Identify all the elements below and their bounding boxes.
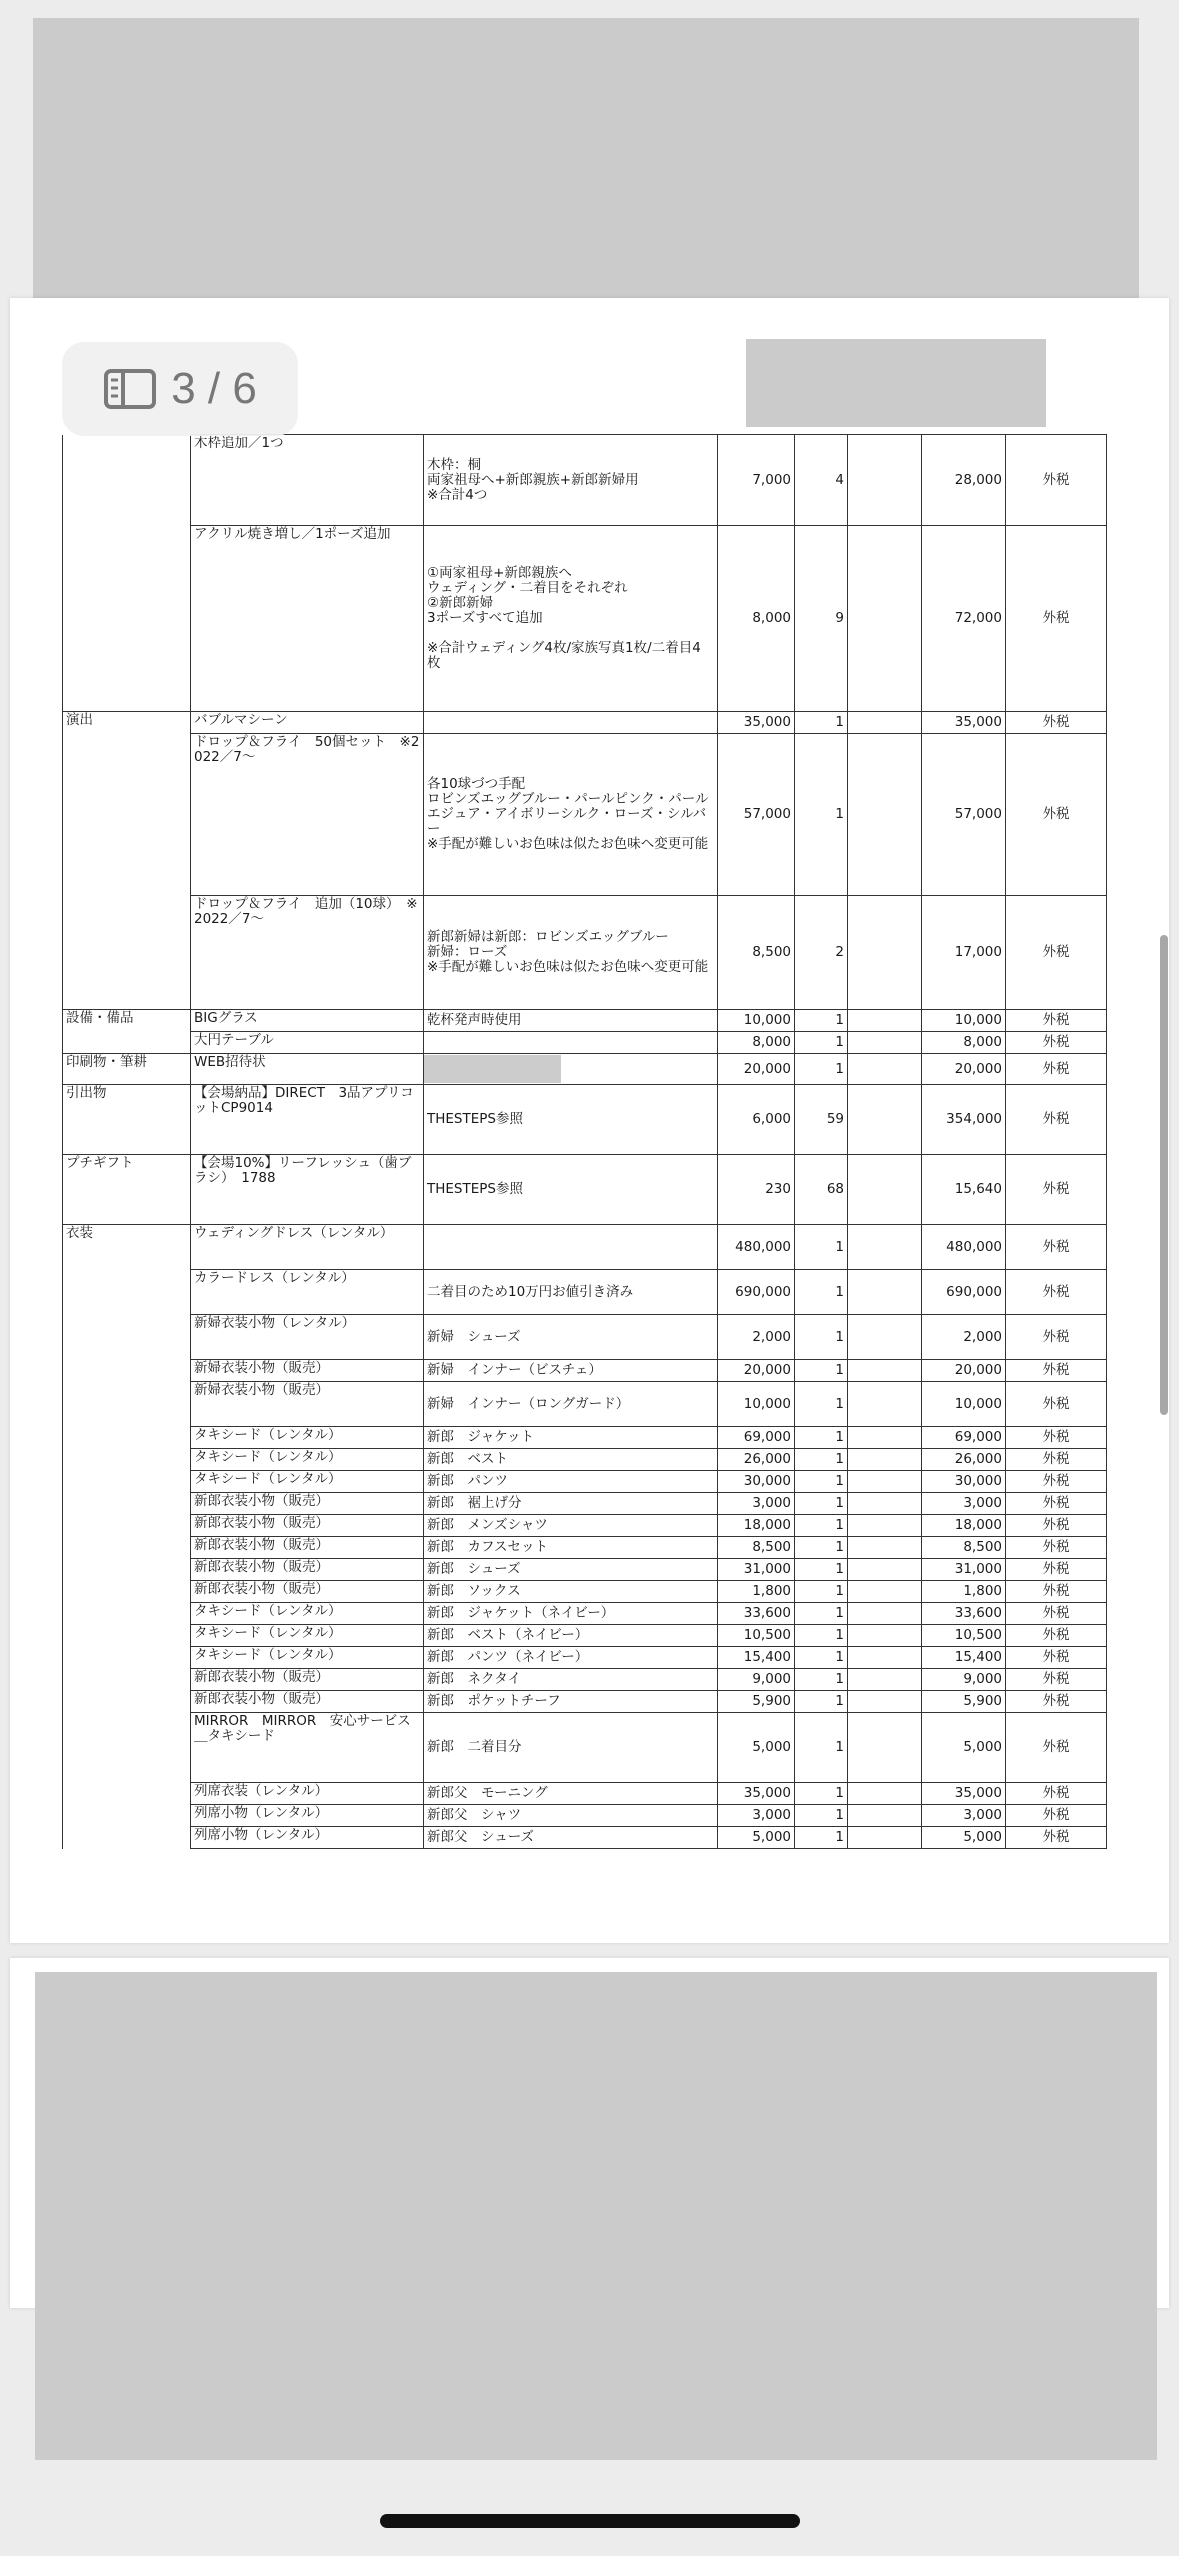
table-row [63, 1032, 1107, 1054]
quantity-cell: 1 [795, 1559, 848, 1581]
unit-price-cell: 5,000 [718, 1713, 795, 1783]
blank-cell [848, 734, 922, 896]
tax-type-cell: 外税 [1006, 1805, 1107, 1827]
item-name-cell: 列席小物（レンタル） [191, 1827, 424, 1849]
description-cell: 新郎 ポケットチーフ [424, 1691, 718, 1713]
tax-type-cell: 外税 [1006, 1360, 1107, 1382]
tax-type-cell: 外税 [1006, 526, 1107, 712]
quantity-cell: 1 [795, 734, 848, 896]
amount-cell: 17,000 [922, 896, 1006, 1010]
table-row [63, 1713, 1107, 1783]
blank-cell [848, 1493, 922, 1515]
table-row [63, 1603, 1107, 1625]
unit-price-cell: 10,000 [718, 1382, 795, 1427]
category-cell: 設備・備品 [63, 1010, 191, 1032]
table-row [63, 1559, 1107, 1581]
quantity-cell: 1 [795, 1537, 848, 1559]
amount-cell: 3,000 [922, 1805, 1006, 1827]
tax-type-cell: 外税 [1006, 896, 1107, 1010]
unit-price-cell: 10,000 [718, 1010, 795, 1032]
category-cell [63, 1713, 191, 1783]
blank-cell [848, 1559, 922, 1581]
blank-cell [848, 435, 922, 526]
blank-cell [848, 1515, 922, 1537]
table-row [63, 734, 1107, 896]
description-cell [424, 1225, 718, 1270]
redacted-region-bottom [35, 1972, 1157, 2460]
blank-cell [848, 1155, 922, 1225]
page-indicator-label: 3 / 6 [171, 364, 257, 413]
description-cell: 新郎 ジャケット [424, 1427, 718, 1449]
description-cell: 新郎 裾上げ分 [424, 1493, 718, 1515]
description-cell: 新婦 シューズ [424, 1315, 718, 1360]
table-row [63, 1225, 1107, 1270]
description-cell: 新郎父 シャツ [424, 1805, 718, 1827]
tax-type-cell: 外税 [1006, 1691, 1107, 1713]
amount-cell: 26,000 [922, 1449, 1006, 1471]
category-cell [63, 1537, 191, 1559]
category-cell [63, 1270, 191, 1315]
amount-cell: 31,000 [922, 1559, 1006, 1581]
scrollbar[interactable] [1160, 935, 1168, 1415]
item-name-cell: 木枠追加／1つ [191, 435, 424, 526]
amount-cell: 10,500 [922, 1625, 1006, 1647]
unit-price-cell: 15,400 [718, 1647, 795, 1669]
quantity-cell: 1 [795, 1449, 848, 1471]
amount-cell: 5,000 [922, 1713, 1006, 1783]
unit-price-cell: 1,800 [718, 1581, 795, 1603]
amount-cell: 9,000 [922, 1669, 1006, 1691]
unit-price-cell: 480,000 [718, 1225, 795, 1270]
tax-type-cell: 外税 [1006, 1647, 1107, 1669]
tax-type-cell: 外税 [1006, 1270, 1107, 1315]
blank-cell [848, 1647, 922, 1669]
table-row [63, 896, 1107, 1010]
quantity-cell: 1 [795, 1225, 848, 1270]
sidebar-toggle-icon [103, 368, 157, 410]
blank-cell [848, 1427, 922, 1449]
category-cell [63, 1315, 191, 1360]
amount-cell: 480,000 [922, 1225, 1006, 1270]
description-cell: 新郎 カフスセット [424, 1537, 718, 1559]
amount-cell: 69,000 [922, 1427, 1006, 1449]
quantity-cell: 1 [795, 1713, 848, 1783]
blank-cell [848, 1449, 922, 1471]
unit-price-cell: 20,000 [718, 1360, 795, 1382]
tax-type-cell: 外税 [1006, 1085, 1107, 1155]
tax-type-cell: 外税 [1006, 1449, 1107, 1471]
unit-price-cell: 69,000 [718, 1427, 795, 1449]
quantity-cell: 1 [795, 1783, 848, 1805]
item-name-cell: BIGグラス [191, 1010, 424, 1032]
blank-cell [848, 1603, 922, 1625]
unit-price-cell: 33,600 [718, 1603, 795, 1625]
amount-cell: 10,000 [922, 1382, 1006, 1427]
quantity-cell: 1 [795, 1493, 848, 1515]
unit-price-cell: 31,000 [718, 1559, 795, 1581]
quantity-cell: 68 [795, 1155, 848, 1225]
description-cell: 木枠：桐 両家祖母へ+新郎親族+新郎新婦用 ※合計4つ [424, 435, 718, 526]
amount-cell: 2,000 [922, 1315, 1006, 1360]
description-cell [424, 1054, 718, 1085]
blank-cell [848, 1054, 922, 1085]
unit-price-cell: 8,000 [718, 526, 795, 712]
table-row [63, 1581, 1107, 1603]
quantity-cell: 1 [795, 1827, 848, 1849]
home-indicator[interactable] [380, 2514, 800, 2528]
description-cell: 新婦 インナー（ロングガード） [424, 1382, 718, 1427]
amount-cell: 354,000 [922, 1085, 1006, 1155]
description-cell: THESTEPS参照 [424, 1085, 718, 1155]
description-cell: 新郎父 モーニング [424, 1783, 718, 1805]
tax-type-cell: 外税 [1006, 734, 1107, 896]
description-cell: THESTEPS参照 [424, 1155, 718, 1225]
category-cell [63, 1603, 191, 1625]
item-name-cell: 大円テーブル [191, 1032, 424, 1054]
unit-price-cell: 57,000 [718, 734, 795, 896]
amount-cell: 18,000 [922, 1515, 1006, 1537]
tax-type-cell: 外税 [1006, 1315, 1107, 1360]
category-cell [63, 896, 191, 1010]
category-cell [63, 1691, 191, 1713]
blank-cell [848, 1471, 922, 1493]
quantity-cell: 1 [795, 1581, 848, 1603]
item-name-cell: タキシード（レンタル） [191, 1471, 424, 1493]
tax-type-cell: 外税 [1006, 1603, 1107, 1625]
description-cell: 新郎新婦は新郎：ロビンズエッグブルー 新婦：ローズ ※手配が難しいお色味は似たお色味へ変更可能 [424, 896, 718, 1010]
blank-cell [848, 1805, 922, 1827]
item-name-cell: タキシード（レンタル） [191, 1427, 424, 1449]
estimate-sheet [62, 434, 1106, 1864]
amount-cell: 57,000 [922, 734, 1006, 896]
unit-price-cell: 8,000 [718, 1032, 795, 1054]
item-name-cell: 新婦衣装小物（販売） [191, 1360, 424, 1382]
table-row [63, 1427, 1107, 1449]
amount-cell: 35,000 [922, 1783, 1006, 1805]
table-row [63, 1315, 1107, 1360]
item-name-cell: バブルマシーン [191, 712, 424, 734]
table-row [63, 1010, 1107, 1032]
amount-cell: 30,000 [922, 1471, 1006, 1493]
category-cell [63, 1805, 191, 1827]
amount-cell: 15,400 [922, 1647, 1006, 1669]
category-cell [63, 1471, 191, 1493]
item-name-cell: 新郎衣装小物（販売） [191, 1669, 424, 1691]
tax-type-cell: 外税 [1006, 1155, 1107, 1225]
item-name-cell: タキシード（レンタル） [191, 1625, 424, 1647]
table-row [63, 1085, 1107, 1155]
blank-cell [848, 1225, 922, 1270]
category-cell [63, 1449, 191, 1471]
category-cell: 衣装 [63, 1225, 191, 1270]
description-cell: 新郎 シューズ [424, 1559, 718, 1581]
description-cell: 新郎 パンツ [424, 1471, 718, 1493]
tax-type-cell: 外税 [1006, 1010, 1107, 1032]
tax-type-cell: 外税 [1006, 1471, 1107, 1493]
unit-price-cell: 18,000 [718, 1515, 795, 1537]
description-cell: 新婦 インナー（ビスチェ） [424, 1360, 718, 1382]
item-name-cell: アクリル焼き増し／1ポーズ追加 [191, 526, 424, 712]
unit-price-cell: 9,000 [718, 1669, 795, 1691]
item-name-cell: WEB招待状 [191, 1054, 424, 1085]
blank-cell [848, 1315, 922, 1360]
category-cell: 印刷物・筆耕 [63, 1054, 191, 1085]
item-name-cell: 【会場10%】リーフレッシュ（歯ブラシ） 1788 [191, 1155, 424, 1225]
description-cell: 新郎 ソックス [424, 1581, 718, 1603]
description-cell: 新郎 ネクタイ [424, 1669, 718, 1691]
blank-cell [848, 1669, 922, 1691]
amount-cell: 72,000 [922, 526, 1006, 712]
category-cell: 演出 [63, 712, 191, 734]
blank-cell [848, 1537, 922, 1559]
item-name-cell: ドロップ＆フライ 追加（10球） ※2022／7〜 [191, 896, 424, 1010]
unit-price-cell: 3,000 [718, 1805, 795, 1827]
blank-cell [848, 1783, 922, 1805]
quantity-cell: 2 [795, 896, 848, 1010]
category-cell [63, 1783, 191, 1805]
blank-cell [848, 1010, 922, 1032]
table-row [63, 1054, 1107, 1085]
blank-cell [848, 1032, 922, 1054]
table-row [63, 1783, 1107, 1805]
redacted-region-top [33, 18, 1139, 308]
blank-cell [848, 1713, 922, 1783]
quantity-cell: 1 [795, 1471, 848, 1493]
unit-price-cell: 30,000 [718, 1471, 795, 1493]
blank-cell [848, 1581, 922, 1603]
description-cell [424, 712, 718, 734]
category-cell [63, 526, 191, 712]
item-name-cell: 新郎衣装小物（販売） [191, 1515, 424, 1537]
blank-cell [848, 712, 922, 734]
quantity-cell: 1 [795, 1315, 848, 1360]
unit-price-cell: 2,000 [718, 1315, 795, 1360]
description-cell: 新郎 二着目分 [424, 1713, 718, 1783]
table-row [63, 712, 1107, 734]
unit-price-cell: 6,000 [718, 1085, 795, 1155]
description-cell: 新郎 ベスト [424, 1449, 718, 1471]
amount-cell: 15,640 [922, 1155, 1006, 1225]
quantity-cell: 59 [795, 1085, 848, 1155]
quantity-cell: 1 [795, 1515, 848, 1537]
category-cell [63, 1559, 191, 1581]
page-indicator[interactable] [62, 342, 298, 436]
item-name-cell: 新婦衣装小物（販売） [191, 1382, 424, 1427]
category-cell [63, 1581, 191, 1603]
unit-price-cell: 5,900 [718, 1691, 795, 1713]
item-name-cell: 新郎衣装小物（販売） [191, 1493, 424, 1515]
category-cell [63, 1382, 191, 1427]
quantity-cell: 9 [795, 526, 848, 712]
category-cell [63, 1427, 191, 1449]
table-row [63, 435, 1107, 526]
table-row [63, 1471, 1107, 1493]
tax-type-cell: 外税 [1006, 1427, 1107, 1449]
quantity-cell: 1 [795, 1691, 848, 1713]
description-cell: 新郎 ジャケット（ネイビー） [424, 1603, 718, 1625]
table-row [63, 1515, 1107, 1537]
table-row [63, 1827, 1107, 1849]
unit-price-cell: 5,000 [718, 1827, 795, 1849]
table-row [63, 1691, 1107, 1713]
item-name-cell: 新婦衣装小物（レンタル） [191, 1315, 424, 1360]
blank-cell [848, 1827, 922, 1849]
description-cell: 新郎 パンツ（ネイビー） [424, 1647, 718, 1669]
tax-type-cell: 外税 [1006, 1537, 1107, 1559]
category-cell: プチギフト [63, 1155, 191, 1225]
tax-type-cell: 外税 [1006, 1581, 1107, 1603]
unit-price-cell: 26,000 [718, 1449, 795, 1471]
quantity-cell: 1 [795, 712, 848, 734]
category-cell [63, 435, 191, 526]
quantity-cell: 1 [795, 1360, 848, 1382]
unit-price-cell: 230 [718, 1155, 795, 1225]
item-name-cell: 列席衣装（レンタル） [191, 1783, 424, 1805]
category-cell [63, 1032, 191, 1054]
amount-cell: 5,000 [922, 1827, 1006, 1849]
amount-cell: 3,000 [922, 1493, 1006, 1515]
table-row [63, 1647, 1107, 1669]
quantity-cell: 4 [795, 435, 848, 526]
tax-type-cell: 外税 [1006, 1515, 1107, 1537]
quantity-cell: 1 [795, 1647, 848, 1669]
category-cell [63, 1360, 191, 1382]
tax-type-cell: 外税 [1006, 1032, 1107, 1054]
item-name-cell: カラードレス（レンタル） [191, 1270, 424, 1315]
category-cell [63, 1827, 191, 1849]
amount-cell: 8,000 [922, 1032, 1006, 1054]
unit-price-cell: 35,000 [718, 1783, 795, 1805]
item-name-cell: タキシード（レンタル） [191, 1449, 424, 1471]
item-name-cell: ウェディングドレス（レンタル） [191, 1225, 424, 1270]
quantity-cell: 1 [795, 1603, 848, 1625]
amount-cell: 690,000 [922, 1270, 1006, 1315]
description-cell: 新郎 ベスト（ネイビー） [424, 1625, 718, 1647]
item-name-cell: タキシード（レンタル） [191, 1603, 424, 1625]
blank-cell [848, 1085, 922, 1155]
category-cell [63, 1493, 191, 1515]
blank-cell [848, 896, 922, 1010]
tax-type-cell: 外税 [1006, 1625, 1107, 1647]
table-row [63, 1155, 1107, 1225]
description-cell: 二着目のため10万円お値引き済み [424, 1270, 718, 1315]
quantity-cell: 1 [795, 1010, 848, 1032]
item-name-cell: 新郎衣装小物（販売） [191, 1537, 424, 1559]
estimate-table [62, 434, 1107, 1849]
category-cell [63, 734, 191, 896]
description-cell: 乾杯発声時使用 [424, 1010, 718, 1032]
table-row [63, 1449, 1107, 1471]
table-row [63, 1805, 1107, 1827]
table-row [63, 1625, 1107, 1647]
amount-cell: 33,600 [922, 1603, 1006, 1625]
tax-type-cell: 外税 [1006, 1827, 1107, 1849]
tax-type-cell: 外税 [1006, 1713, 1107, 1783]
amount-cell: 20,000 [922, 1360, 1006, 1382]
amount-cell: 20,000 [922, 1054, 1006, 1085]
item-name-cell: 【会場納品】DIRECT 3品アプリコットCP9014 [191, 1085, 424, 1155]
category-cell [63, 1625, 191, 1647]
unit-price-cell: 690,000 [718, 1270, 795, 1315]
quantity-cell: 1 [795, 1805, 848, 1827]
amount-cell: 10,000 [922, 1010, 1006, 1032]
item-name-cell: 新郎衣装小物（販売） [191, 1691, 424, 1713]
amount-cell: 28,000 [922, 435, 1006, 526]
blank-cell [848, 526, 922, 712]
tax-type-cell: 外税 [1006, 1054, 1107, 1085]
amount-cell: 5,900 [922, 1691, 1006, 1713]
redacted-header-block [746, 339, 1046, 427]
category-cell [63, 1647, 191, 1669]
item-name-cell: 新郎衣装小物（販売） [191, 1581, 424, 1603]
category-cell [63, 1669, 191, 1691]
tax-type-cell: 外税 [1006, 1669, 1107, 1691]
unit-price-cell: 8,500 [718, 896, 795, 1010]
redacted-text [424, 1055, 562, 1083]
amount-cell: 35,000 [922, 712, 1006, 734]
unit-price-cell: 3,000 [718, 1493, 795, 1515]
amount-cell: 1,800 [922, 1581, 1006, 1603]
item-name-cell: 列席小物（レンタル） [191, 1805, 424, 1827]
description-cell: 各10球づつ手配 ロビンズエッグブルー・パールピンク・パールエジュア・アイボリーシルク・ローズ・シルバー ※手配が難しいお色味は似たお色味へ変更可能 [424, 734, 718, 896]
blank-cell [848, 1382, 922, 1427]
description-cell: 新郎父 シューズ [424, 1827, 718, 1849]
table-row [63, 1537, 1107, 1559]
category-cell [63, 1515, 191, 1537]
unit-price-cell: 7,000 [718, 435, 795, 526]
blank-cell [848, 1360, 922, 1382]
item-name-cell: タキシード（レンタル） [191, 1647, 424, 1669]
table-row [63, 1669, 1107, 1691]
quantity-cell: 1 [795, 1382, 848, 1427]
tax-type-cell: 外税 [1006, 1225, 1107, 1270]
item-name-cell: MIRROR MIRROR 安心サービス＿タキシード [191, 1713, 424, 1783]
item-name-cell: 新郎衣装小物（販売） [191, 1559, 424, 1581]
category-cell: 引出物 [63, 1085, 191, 1155]
quantity-cell: 1 [795, 1054, 848, 1085]
blank-cell [848, 1625, 922, 1647]
blank-cell [848, 1270, 922, 1315]
quantity-cell: 1 [795, 1625, 848, 1647]
tax-type-cell: 外税 [1006, 1559, 1107, 1581]
tax-type-cell: 外税 [1006, 435, 1107, 526]
quantity-cell: 1 [795, 1427, 848, 1449]
table-row [63, 1493, 1107, 1515]
tax-type-cell: 外税 [1006, 1493, 1107, 1515]
quantity-cell: 1 [795, 1032, 848, 1054]
table-row [63, 1360, 1107, 1382]
blank-cell [848, 1691, 922, 1713]
table-row [63, 526, 1107, 712]
item-name-cell: ドロップ＆フライ 50個セット ※2022／7〜 [191, 734, 424, 896]
tax-type-cell: 外税 [1006, 1783, 1107, 1805]
unit-price-cell: 35,000 [718, 712, 795, 734]
description-cell [424, 1032, 718, 1054]
amount-cell: 8,500 [922, 1537, 1006, 1559]
tax-type-cell: 外税 [1006, 1382, 1107, 1427]
unit-price-cell: 8,500 [718, 1537, 795, 1559]
table-row [63, 1382, 1107, 1427]
quantity-cell: 1 [795, 1270, 848, 1315]
quantity-cell: 1 [795, 1669, 848, 1691]
unit-price-cell: 20,000 [718, 1054, 795, 1085]
table-row [63, 1270, 1107, 1315]
description-cell: ①両家祖母+新郎親族へ ウェディング・二着目をそれぞれ ②新郎新婦 3ポーズすべて追加 ※合計ウェディング4枚/家族写真1枚/二着目4枚 [424, 526, 718, 712]
tax-type-cell: 外税 [1006, 712, 1107, 734]
description-cell: 新郎 メンズシャツ [424, 1515, 718, 1537]
unit-price-cell: 10,500 [718, 1625, 795, 1647]
